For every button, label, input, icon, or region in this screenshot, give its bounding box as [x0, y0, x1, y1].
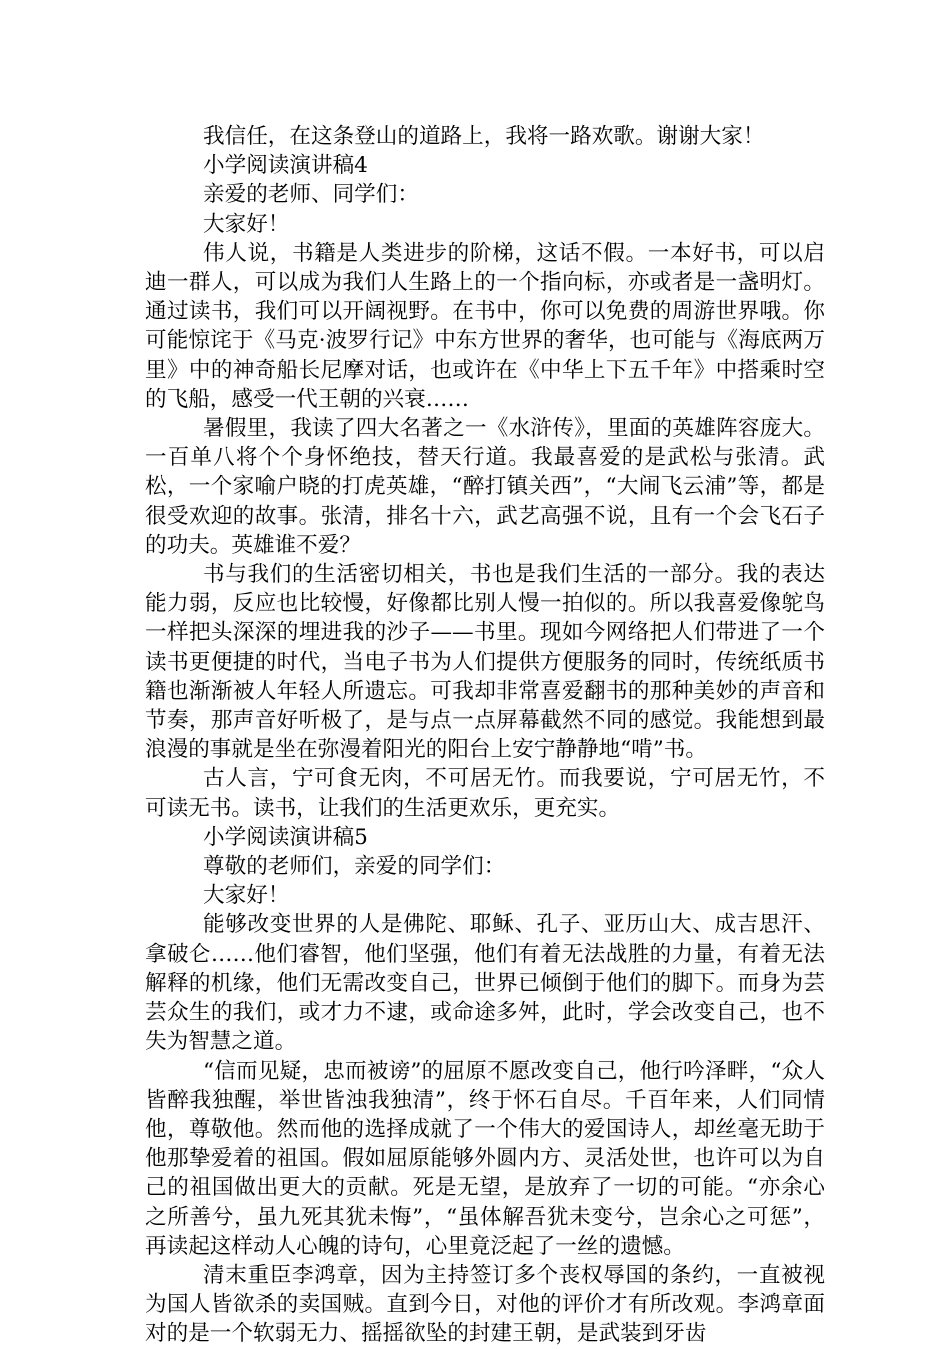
salutation-4: 亲爱的老师、同学们： — [203, 182, 419, 208]
greeting-5: 大家好！ — [203, 883, 290, 909]
document-page — [145, 122, 825, 1349]
closing-line: 我信任，在这条登山的道路上，我将一路欢歌。谢谢大家！ — [203, 124, 765, 149]
body-paragraph: 古人言，宁可食无肉，不可居无竹。而我要说，宁可居无竹，不可读无书。读书，让我们的生活更欢乐，更充实。 — [145, 766, 825, 821]
salutation-5: 尊敬的老师们，亲爱的同学们： — [203, 854, 506, 880]
body-paragraph: 暑假里，我读了四大名著之一《水浒传》，里面的英雄阵容庞大。一百单八将个个身怀绝技，替天行道。我最喜爱的是武松与张清。武松，一个家喻户晓的打虎英雄，“醉打镇关西”，“大闹飞云浦”等，都是很受欢迎的故事。张清，排名十六，武艺高强不说，且有一个会飞石子的功夫。英雄谁不爱？ — [145, 416, 825, 558]
greeting-4: 大家好！ — [203, 211, 290, 237]
body-paragraph: “信而见疑，忠而被谤”的屈原不愿改变自己，他行吟泽畔，“众人皆醉我独醒，举世皆浊我独清”，终于怀石自尽。千百年来，人们同情他，尊敬他。然而他的选择成就了一个伟大的爱国诗人，却丝毫无助于他那挚爱着的祖国。假如屈原能够外圆内方、灵活处世，也许可以为自己的祖国做出更大的贡献。死是无望，是放弃了一切的可能。“亦余心之所善兮，虽九死其犹未悔”，“虽体解吾犹未变兮，岂余心之可惩”，再读起这样动人心魄的诗句，心里竟泛起了一丝的遗憾。 — [145, 1058, 825, 1259]
body-paragraph: 能够改变世界的人是佛陀、耶稣、孔子、亚历山大、成吉思汗、拿破仑……他们睿智，他们坚强，他们有着无法战胜的力量，有着无法解释的机缘，他们无需改变自己，世界已倾倒于他们的脚下。而身为芸芸众生的我们，或才力不逮，或命途多舛，此时，学会改变自己，也不失为智慧之道。 — [145, 912, 825, 1055]
speech-title-5: 小学阅读演讲稿5 — [203, 824, 368, 850]
body-paragraph: 伟人说，书籍是人类进步的阶梯，这话不假。一本好书，可以启迪一群人，可以成为我们人生路上的一个指向标，亦或者是一盏明灯。通过读书，我们可以开阔视野。在书中，你可以免费的周游世界哦。你可能惊诧于《马克·波罗行记》中东方世界的奢华，也可能与《海底两万里》中的神奇船长尼摩对话，也或许在《中华上下五千年》中搭乘时空的飞船，感受一代王朝的兴衰…… — [145, 240, 825, 412]
body-paragraph: 清末重臣李鸿章，因为主持签订多个丧权辱国的条约，一直被视为国人皆欲杀的卖国贼。直到今日，对他的评价才有所改观。李鸿章面对的是一个软弱无力、摇摇欲坠的封建王朝，是武装到牙齿 — [145, 1262, 825, 1347]
body-paragraph: 书与我们的生活密切相关，书也是我们生活的一部分。我的表达能力弱，反应也比较慢，好像都比别人慢一拍似的。所以我喜爱像鸵鸟一样把头深深的埋进我的沙子——书里。现如今网络把人们带进了一个读书更便捷的时代，当电子书为人们提供方便服务的同时，传统纸质书籍也渐渐被人年轻人所遗忘。可我却非常喜爱翻书的那种美妙的声音和节奏，那声音好听极了，是与点一点屏幕截然不同的感觉。我能想到最浪漫的事就是坐在弥漫着阳光的阳台上安宁静静地“啃”书。 — [145, 562, 825, 763]
speech-title-4: 小学阅读演讲稿4 — [203, 153, 368, 179]
